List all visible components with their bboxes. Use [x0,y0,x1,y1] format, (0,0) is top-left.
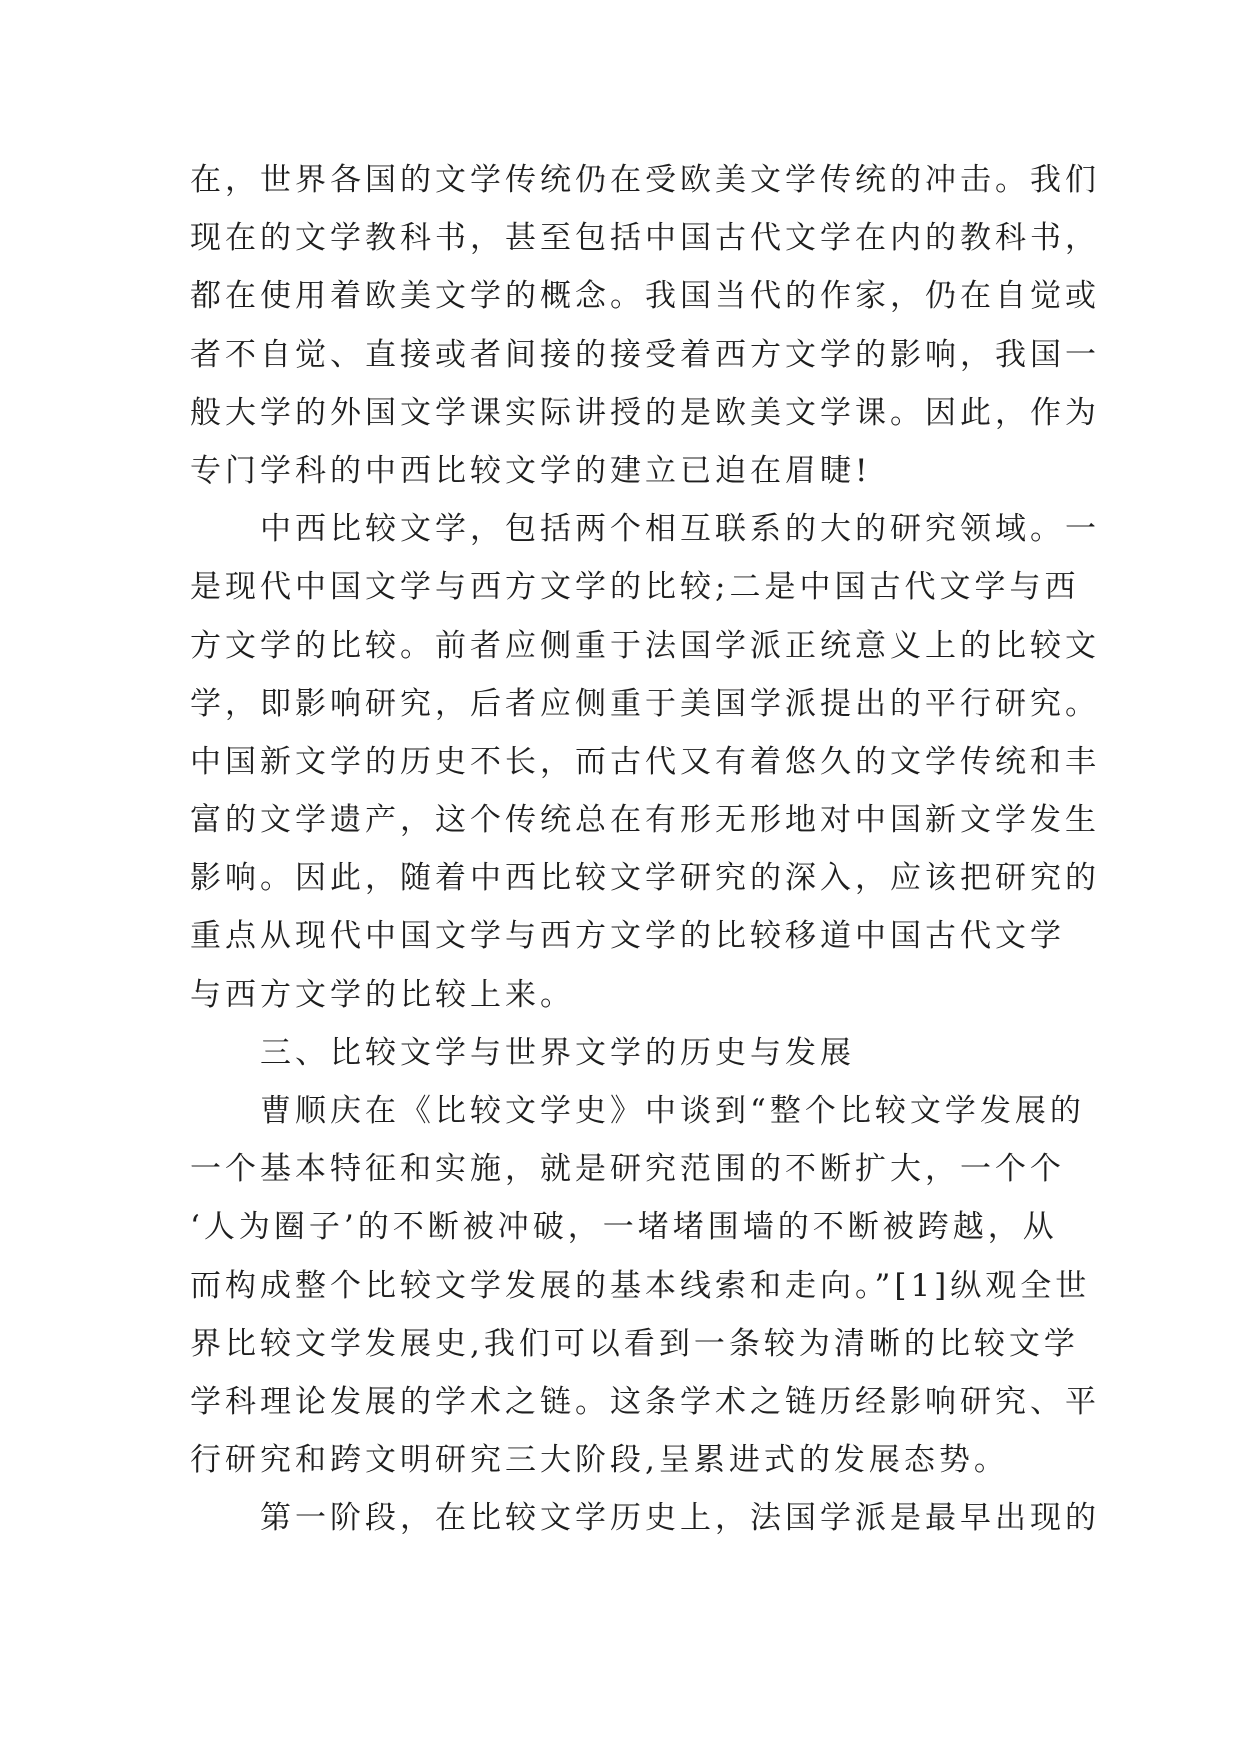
text-line: 与西方文学的比较上来。 [190,976,575,1013]
text-line: 三、比较文学与世界文学的历史与发展 [260,1034,855,1071]
text-line: 是现代中国文学与西方文学的比较;二是中国古代文学与西 [190,569,1080,606]
text-line: 而构成整个比较文学发展的基本线索和走向。”[1]纵观全世 [190,1267,1091,1304]
text-line: 界比较文学发展史,我们可以看到一条较为清晰的比较文学 [190,1325,1079,1362]
text-line: 在，世界各国的文学传统仍在受欧美文学传统的冲击。我们 [190,162,1100,198]
text-line: 第一阶段，在比较文学历史上，法国学派是最早出现的 [260,1500,1100,1537]
text-line: 般大学的外国文学课实际讲授的是欧美文学课。因此，作为 [190,394,1100,431]
text-line: 学科理论发展的学术之链。这条学术之链历经影响研究、平 [190,1383,1100,1420]
text-line: 富的文学遗产，这个传统总在有形无形地对中国新文学发生 [190,802,1100,839]
text-line: 行研究和跨文明研究三大阶段,呈累进式的发展态势。 [190,1442,1009,1479]
text-line: 者不自觉、直接或者间接的接受着西方文学的影响，我国一 [190,336,1100,373]
text-line: 方文学的比较。前者应侧重于法国学派正统意义上的比较文 [190,627,1100,664]
text-line: 影响。因此，随着中西比较文学研究的深入，应该把研究的 [190,860,1100,897]
body-text [190,151,1100,1548]
text-line: 专门学科的中西比较文学的建立已迫在眉睫! [190,452,872,489]
text-line: 重点从现代中国文学与西方文学的比较移道中国古代文学 [190,918,1065,955]
text-line: 学，即影响研究，后者应侧重于美国学派提出的平行研究。 [190,685,1100,722]
text-line: 曹顺庆在《比较文学史》中谈到“整个比较文学发展的 [260,1093,1085,1129]
text-line: ‘人为圈子’的不断被冲破，一堵堵围墙的不断被跨越，从 [190,1209,1058,1246]
text-line: 中西比较文学，包括两个相互联系的大的研究领域。一 [260,511,1100,548]
text-line: 现在的文学教科书，甚至包括中国古代文学在内的教科书， [190,220,1100,257]
text-line: 一个基本特征和实施，就是研究范围的不断扩大，一个个 [190,1151,1065,1188]
text-line: 都在使用着欧美文学的概念。我国当代的作家，仍在自觉或 [190,278,1100,315]
text-line: 中国新文学的历史不长，而古代又有着悠久的文学传统和丰 [190,743,1100,780]
